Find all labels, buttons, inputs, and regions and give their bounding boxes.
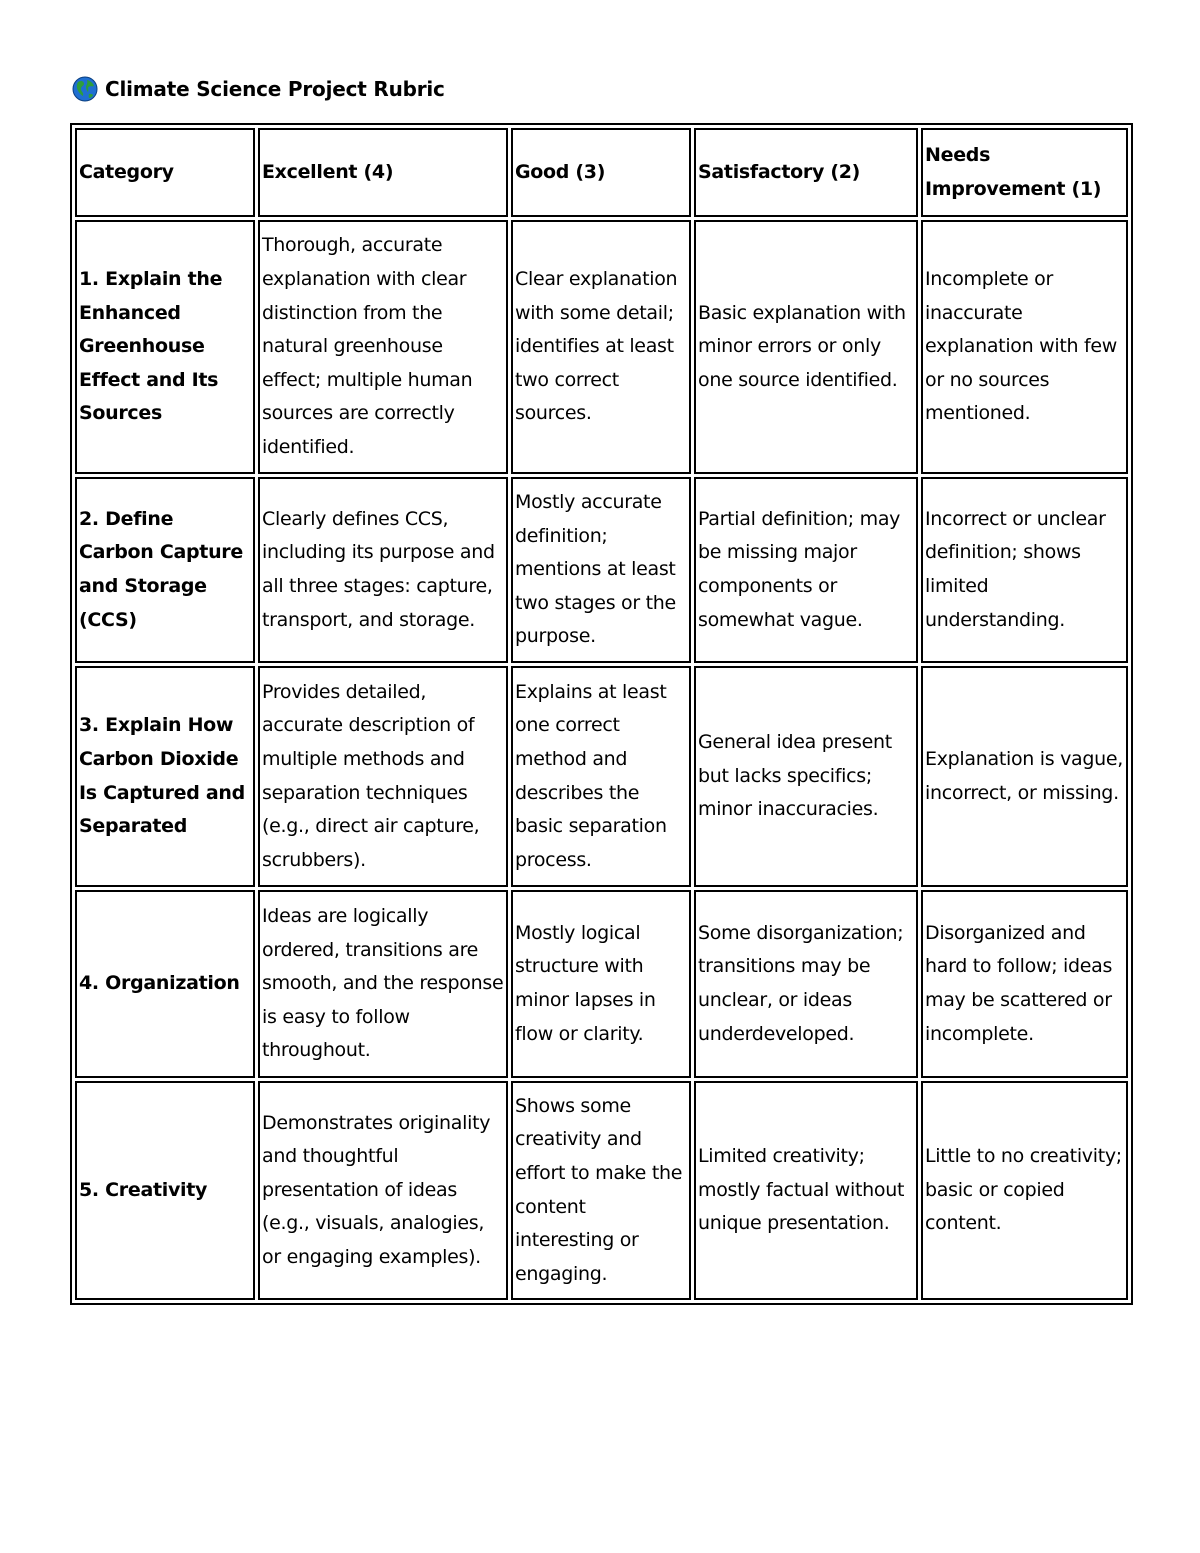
satisfactory-cell: Basic explanation with minor errors or only one source identified. xyxy=(694,220,918,474)
header-needs-improvement: Needs Improvement (1) xyxy=(921,128,1128,217)
header-excellent: Excellent (4) xyxy=(258,128,508,217)
table-row xyxy=(75,1081,1128,1300)
excellent-cell: Thorough, accurate explanation with clear distinction from the natural greenhouse effect; multiple human sources are correctly identified. xyxy=(258,220,508,474)
good-cell: Shows some creativity and effort to make the content interesting or engaging. xyxy=(511,1081,691,1300)
globe-icon xyxy=(72,76,98,102)
page-title: Climate Science Project Rubric xyxy=(105,77,445,101)
good-cell: Explains at least one correct method and describes the basic separation process. xyxy=(511,666,691,887)
excellent-cell: Demonstrates originality and thoughtful presentation of ideas (e.g., visuals, analogies, or engaging examples). xyxy=(258,1081,508,1300)
needs-improvement-cell: Explanation is vague, incorrect, or missing. xyxy=(921,666,1128,887)
needs-improvement-cell: Disorganized and hard to follow; ideas may be scattered or incomplete. xyxy=(921,890,1128,1078)
satisfactory-cell: General idea present but lacks specifics; minor inaccuracies. xyxy=(694,666,918,887)
needs-improvement-cell: Incorrect or unclear definition; shows limited understanding. xyxy=(921,477,1128,663)
table-row xyxy=(75,890,1128,1078)
satisfactory-cell: Some disorganization; transitions may be unclear, or ideas underdeveloped. xyxy=(694,890,918,1078)
category-cell: 4. Organization xyxy=(75,890,255,1078)
header-row xyxy=(75,128,1128,217)
header-category: Category xyxy=(75,128,255,217)
excellent-cell: Ideas are logically ordered, transitions are smooth, and the response is easy to follow throughout. xyxy=(258,890,508,1078)
header-satisfactory: Satisfactory (2) xyxy=(694,128,918,217)
satisfactory-cell: Partial definition; may be missing major components or somewhat vague. xyxy=(694,477,918,663)
category-cell: 5. Creativity xyxy=(75,1081,255,1300)
category-cell: 1. Explain the Enhanced Greenhouse Effect and Its Sources xyxy=(75,220,255,474)
good-cell: Clear explanation with some detail; identifies at least two correct sources. xyxy=(511,220,691,474)
good-cell: Mostly logical structure with minor lapses in flow or clarity. xyxy=(511,890,691,1078)
page-title-row xyxy=(72,74,445,104)
needs-improvement-cell: Incomplete or inaccurate explanation with few or no sources mentioned. xyxy=(921,220,1128,474)
rubric-table xyxy=(70,123,1133,1305)
header-good: Good (3) xyxy=(511,128,691,217)
good-cell: Mostly accurate definition; mentions at least two stages or the purpose. xyxy=(511,477,691,663)
table-row xyxy=(75,220,1128,474)
needs-improvement-cell: Little to no creativity; basic or copied content. xyxy=(921,1081,1128,1300)
excellent-cell: Clearly defines CCS, including its purpose and all three stages: capture, transport, and storage. xyxy=(258,477,508,663)
excellent-cell: Provides detailed, accurate description of multiple methods and separation techniques (e.g., direct air capture, scrubbers). xyxy=(258,666,508,887)
category-cell: 2. Define Carbon Capture and Storage (CCS) xyxy=(75,477,255,663)
table-row xyxy=(75,477,1128,663)
category-cell: 3. Explain How Carbon Dioxide Is Captured and Separated xyxy=(75,666,255,887)
satisfactory-cell: Limited creativity; mostly factual without unique presentation. xyxy=(694,1081,918,1300)
table-row xyxy=(75,666,1128,887)
